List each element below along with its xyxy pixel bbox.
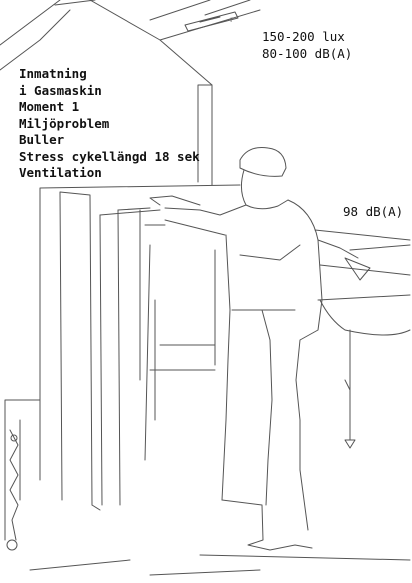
annotation-line-3: Moment 1 bbox=[19, 99, 80, 114]
annotation-line-7: Ventilation bbox=[19, 165, 102, 180]
measurement-block bbox=[262, 29, 352, 62]
annotation-line-4: Miljöproblem bbox=[19, 115, 110, 131]
noise-point-text: 98 dB(A) bbox=[343, 204, 404, 219]
light-level-text: 150-200 lux bbox=[262, 29, 345, 44]
annotation-line-6: Stress cykellängd 18 sek bbox=[19, 148, 200, 164]
annotation-line-5: Buller bbox=[19, 132, 65, 147]
noise-range-text: 80-100 dB(A) bbox=[262, 45, 353, 61]
annotation-line-1: Inmatning bbox=[19, 66, 87, 81]
svg-text:r: r bbox=[230, 15, 234, 24]
annotation-list bbox=[19, 66, 200, 182]
annotation-line-2: i Gasmaskin bbox=[19, 82, 102, 98]
